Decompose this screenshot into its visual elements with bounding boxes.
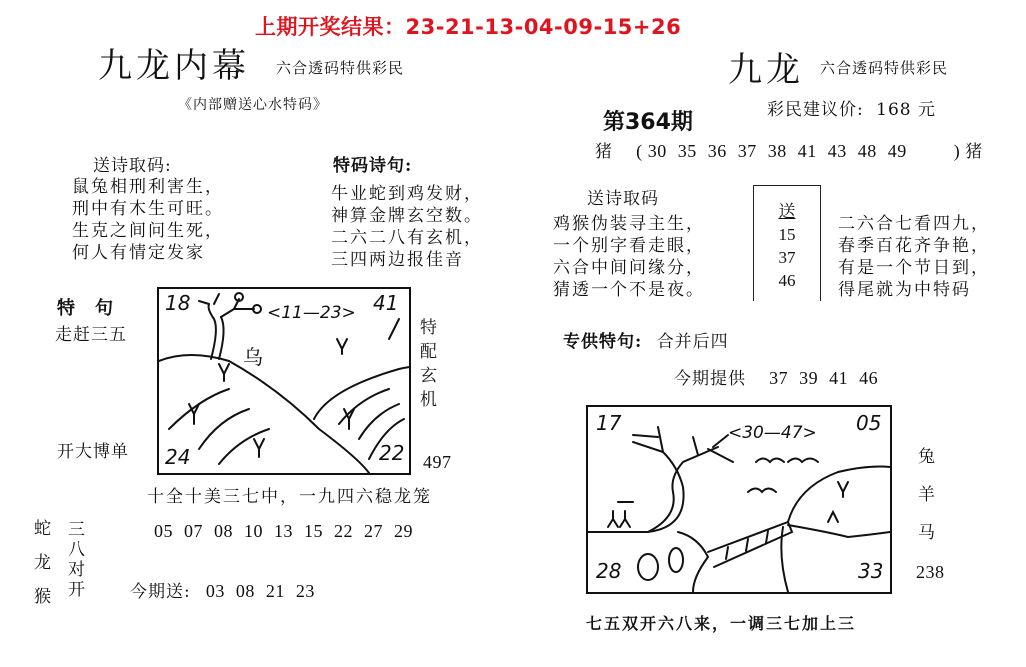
number: 41 (797, 141, 817, 161)
right-poem-2 (838, 213, 990, 301)
pig-right: 猪 (965, 142, 984, 162)
zodiac-char: 羊 (918, 485, 935, 505)
zodiac-char: 蛇 (34, 519, 51, 539)
number: 35 (677, 141, 697, 161)
number: 13 (274, 521, 293, 541)
right-subtitle: 六合透码特供彩民 (820, 59, 949, 77)
range-text: <11—23> (267, 303, 356, 323)
special-poem-heading: 特码诗句: (333, 156, 413, 176)
provide-label: 今期提供 (674, 369, 746, 389)
number: 49 (887, 141, 907, 161)
corner-number-tl: 18 (165, 291, 191, 315)
number: 23 (295, 581, 315, 601)
number: 43 (827, 141, 847, 161)
vertical-char: 配 (420, 342, 437, 362)
poem-line: 鸡猴伪装寻主生， (553, 214, 705, 234)
pair-char: 对 (68, 560, 85, 580)
poem-line: 鼠兔相刑利害生， (72, 177, 224, 197)
corner-number-tr: 05 (856, 411, 882, 435)
zodiac-char: 兔 (918, 447, 935, 467)
issue-number: 第364期 (603, 110, 693, 135)
number: 41 (829, 368, 849, 388)
poem-line: 一个别字看走眼， (553, 236, 705, 256)
vertical-char: 特 (420, 318, 437, 338)
vertical-char: 玄 (420, 366, 437, 386)
pig-number-row (595, 137, 983, 162)
send-number: 46 (778, 271, 796, 290)
number: 29 (394, 521, 413, 541)
left-subtitle: 六合透码特供彩民 (276, 59, 405, 77)
number: 22 (334, 521, 353, 541)
number: 05 (154, 521, 173, 541)
pair-char: 三 (68, 520, 85, 540)
special-phrase-text: 走赶三五 (55, 325, 127, 345)
poem-line: 二六二八有玄机， (331, 228, 483, 248)
right-side-number: 238 (916, 562, 945, 582)
poem-line: 三四两边报佳音 (331, 250, 464, 270)
zodiac-vertical (34, 512, 51, 614)
corner-number-br: 33 (858, 559, 884, 583)
corner-number-bl: 28 (596, 559, 622, 583)
price-value: 168 元 (876, 100, 936, 120)
corner-number-tl: 17 (596, 411, 622, 435)
provide-numbers (769, 368, 878, 388)
number: 03 (205, 581, 225, 601)
poem-line: 六合中间问缘分， (553, 258, 705, 278)
number: 08 (214, 521, 233, 541)
today-send-numbers (206, 581, 315, 601)
price (767, 95, 936, 120)
zodiac-char: 龙 (34, 553, 51, 573)
poem-line: 得尾就为中特码 (838, 280, 971, 300)
pig-numbers (648, 141, 918, 161)
number: 21 (265, 581, 285, 601)
number: 46 (859, 368, 879, 388)
left-picture (157, 287, 411, 475)
left-side-vertical (420, 316, 437, 412)
poem-line: 牛业蛇到鸡发财， (331, 184, 483, 204)
today-send-label: 今期送: (130, 582, 191, 602)
number: 39 (799, 368, 819, 388)
zodiac-char: 猴 (34, 587, 51, 607)
price-label: 彩民建议价: (767, 100, 864, 120)
last-result-banner (255, 11, 681, 41)
poem-line: 神算金牌玄空数。 (331, 206, 483, 226)
pair-char: 八 (68, 540, 85, 560)
provide-row (674, 364, 878, 389)
corner-number-br: 22 (379, 441, 405, 465)
special-phrase-label: 专供特句: (563, 332, 643, 352)
pair-char: 开 (68, 580, 85, 600)
right-poem-heading: 送诗取码 (587, 189, 659, 209)
left-poem-heading: 送诗取码: (93, 156, 172, 176)
special-phrase-heading: 特 句 (57, 298, 114, 319)
poem-line: 何人有情定发家 (72, 243, 205, 263)
poem-line: 猜透一个不是夜。 (553, 280, 705, 300)
corner-number-bl: 24 (165, 445, 191, 469)
right-picture (586, 405, 892, 594)
vertical-char: 机 (420, 390, 437, 410)
number: 08 (235, 581, 255, 601)
right-side-vertical (918, 438, 935, 552)
number: 37 (737, 141, 757, 161)
close-paren: ) (953, 141, 961, 161)
left-title: 九龙内幕 (98, 46, 250, 86)
send-label: 送 (778, 202, 796, 221)
poem-line: 有是一个节日到， (838, 258, 990, 278)
number: 27 (364, 521, 383, 541)
zodiac-char: 马 (918, 523, 935, 543)
open-paren: ( (636, 141, 643, 161)
number: 07 (184, 521, 203, 541)
pair-vertical (68, 520, 85, 600)
pig-left: 猪 (595, 142, 613, 162)
send-number: 15 (778, 225, 796, 244)
number: 10 (244, 521, 263, 541)
left-side-number: 497 (423, 452, 452, 472)
poem-line: 生克之间问生死， (72, 221, 224, 241)
today-send (130, 577, 315, 602)
number: 48 (857, 141, 877, 161)
right-poem (553, 213, 705, 301)
last-result-label: 上期开奖结果： (255, 15, 406, 39)
number: 37 (769, 368, 789, 388)
left-number-list (154, 521, 413, 542)
left-tagline: 《内部赠送心水特码》 (178, 97, 328, 113)
number: 36 (707, 141, 727, 161)
send-number: 37 (778, 248, 796, 267)
number: 38 (767, 141, 787, 161)
number: 30 (647, 141, 667, 161)
open-label: 开大博单 (57, 442, 129, 462)
right-bottom-slogan: 七五双开六八来，一调三七加上三 (586, 614, 857, 633)
right-special-phrase (563, 327, 729, 352)
special-poem (331, 183, 483, 271)
poem-line: 刑中有木生可旺。 (72, 199, 224, 219)
corner-number-tr: 41 (373, 291, 399, 315)
send-box (753, 185, 821, 301)
special-phrase-value: 合并后四 (656, 332, 729, 352)
center-glyph: 乌 (243, 345, 263, 369)
right-title: 九龙 (728, 50, 804, 90)
poem-line: 二六合七看四九， (838, 214, 990, 234)
left-poem (72, 176, 224, 264)
number: 15 (304, 521, 323, 541)
last-result-value: 23-21-13-04-09-15+26 (405, 15, 682, 39)
poem-line: 春季百花齐争艳， (838, 236, 990, 256)
range-text: <30—47> (728, 423, 817, 443)
left-slogan: 十全十美三七中，一九四六稳龙笼 (147, 487, 432, 507)
